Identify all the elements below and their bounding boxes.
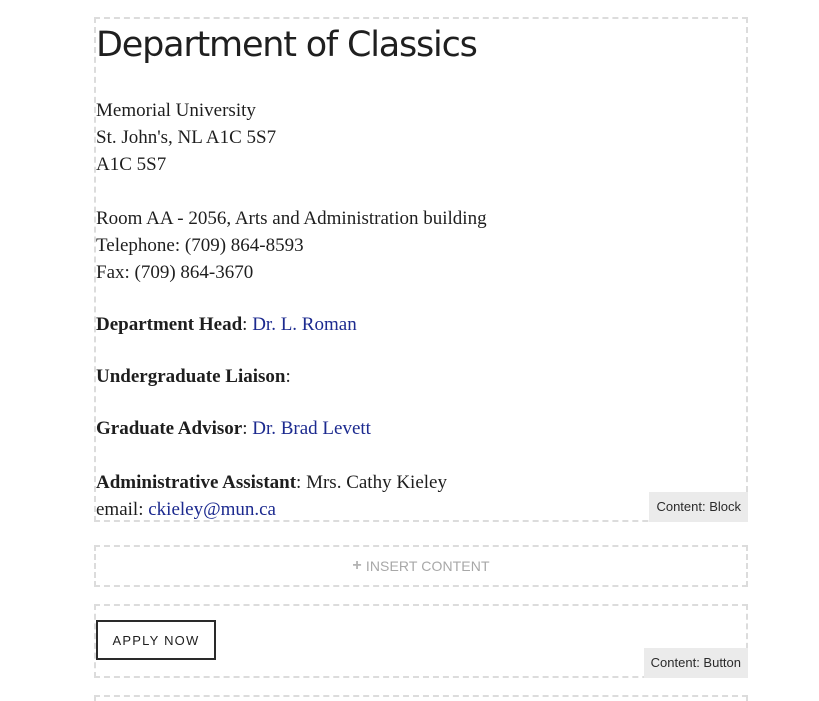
admin-assistant-name: : Mrs. Cathy Kieley [296,472,447,493]
email-link[interactable]: ckieley@mun.ca [148,499,276,520]
button-block-tag: Content: Button [644,648,748,678]
admin-assistant-row [96,469,487,496]
address-line-1: Memorial University [96,100,256,121]
plus-icon: + [352,557,362,574]
address-line-3: A1C 5S7 [96,154,167,175]
email-row [96,496,487,523]
button-block[interactable] [94,604,748,678]
department-head-link[interactable]: Dr. L. Roman [252,314,357,335]
graduate-advisor-link[interactable]: Dr. Brad Levett [252,418,371,439]
department-head-row: Department Head: Dr. L. Roman [96,314,357,335]
graduate-advisor-row: Graduate Advisor: Dr. Brad Levett [96,418,371,439]
room-info: Room AA - 2056, Arts and Administration building [96,208,487,229]
content-block[interactable] [94,17,748,522]
email-label: email: [96,499,149,520]
apply-now-button[interactable]: APPLY NOW [96,620,216,660]
address-line-2: St. John's, NL A1C 5S7 [96,127,277,148]
undergraduate-liaison-label: Undergraduate Liaison [96,366,286,387]
page-title: Department of Classics [96,25,477,65]
insert-content-button[interactable] [94,545,748,587]
department-head-label: Department Head [96,314,243,335]
content-block-tag: Content: Block [649,492,748,522]
fax-info: Fax: (709) 864-3670 [96,262,254,283]
telephone-info: Telephone: (709) 864-8593 [96,235,304,256]
admin-assistant-label: Administrative Assistant [96,472,297,493]
contact-info [96,97,487,523]
graduate-advisor-label: Graduate Advisor [96,418,243,439]
next-content-block[interactable] [94,695,748,701]
undergraduate-liaison-row: Undergraduate Liaison: [96,366,291,387]
insert-content-label: INSERT CONTENT [365,558,490,574]
